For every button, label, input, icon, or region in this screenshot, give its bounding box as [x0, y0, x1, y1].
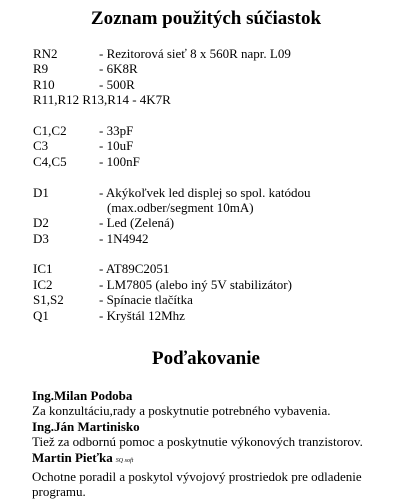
part-ref: S1,S2: [33, 292, 64, 308]
ack-name: Ing.Ján Martinisko: [32, 418, 140, 434]
part-desc: - Kryštál 12Mhz: [99, 307, 185, 323]
parts-list-title: Zoznam použitých súčiastok: [90, 8, 322, 29]
ack-text: Tiež za odbornú pomoc a poskytnutie výkonových tranzistorov.: [32, 434, 363, 450]
ack-text: Za konzultáciu,rady a poskytnutie potrebného vybavenia.: [32, 403, 331, 419]
ack-text: Ochotne poradil a poskytol vývojový prostriedok pre odladenie programu.: [32, 469, 362, 500]
parts-row: [33, 308, 403, 323]
parts-gap: [33, 246, 403, 261]
part-desc: - LM7805 (alebo iný 5V stabilizátor): [99, 276, 292, 292]
part-ref: IC1: [33, 261, 53, 277]
ack-name-line: [32, 419, 404, 434]
parts-row: [33, 92, 403, 107]
part-desc: - Spínacie tlačítka: [99, 292, 193, 308]
part-ref: C4,C5: [33, 153, 67, 169]
acknowledgements-title: Poďakovanie: [152, 348, 260, 369]
parts-row: [33, 123, 403, 138]
part-desc: - Akýkoľvek led displej so spol. katódou: [99, 184, 311, 200]
part-ref: C1,C2: [33, 122, 67, 138]
part-ref: IC2: [33, 276, 53, 292]
part-ref: Q1: [33, 307, 49, 323]
part-ref: D3: [33, 230, 49, 246]
part-desc: - AT89C2051: [99, 261, 170, 277]
ack-name-line: [32, 388, 404, 403]
parts-row: [33, 61, 403, 76]
part-ref: D1: [33, 184, 49, 200]
acknowledgements-list: [32, 388, 404, 500]
parts-row: [33, 154, 403, 169]
parts-row: [33, 46, 403, 61]
part-ref: RN2: [33, 46, 58, 61]
parts-row: [33, 292, 403, 307]
parts-row: [33, 200, 403, 215]
parts-row: [33, 77, 403, 92]
ack-name: Ing.Milan Podoba: [32, 388, 133, 403]
part-desc: - 33pF: [99, 122, 134, 138]
part-ref: R9: [33, 61, 49, 77]
ack-name-line: [32, 450, 404, 469]
parts-row: [33, 185, 403, 200]
ack-name: Martin Pieťka: [32, 449, 113, 465]
part-ref: C3: [33, 138, 49, 154]
part-desc: - 10uF: [99, 138, 134, 154]
part-ref: R11,R12 R13,R14 - 4K7R: [33, 92, 171, 108]
parts-gap: [33, 108, 403, 123]
part-desc: - 500R: [99, 76, 135, 92]
part-desc: - 1N4942: [99, 230, 149, 246]
parts-row: [33, 261, 403, 276]
ack-mark: SQ soft: [115, 457, 134, 464]
part-desc: - Led (Zelená): [99, 215, 175, 231]
part-ref: R10: [33, 76, 55, 92]
parts-row: [33, 138, 403, 153]
part-desc: (max.odber/segment 10mA): [107, 199, 254, 215]
parts-row: [33, 231, 403, 246]
parts-row: [33, 215, 403, 230]
part-desc: - 6K8R: [99, 61, 138, 77]
part-desc: - Rezitorová sieť 8 x 560R napr. L09: [99, 46, 291, 61]
parts-row: [33, 277, 403, 292]
part-desc: - 100nF: [99, 153, 140, 169]
parts-list: [33, 46, 403, 323]
part-ref: D2: [33, 215, 49, 231]
parts-gap: [33, 169, 403, 184]
